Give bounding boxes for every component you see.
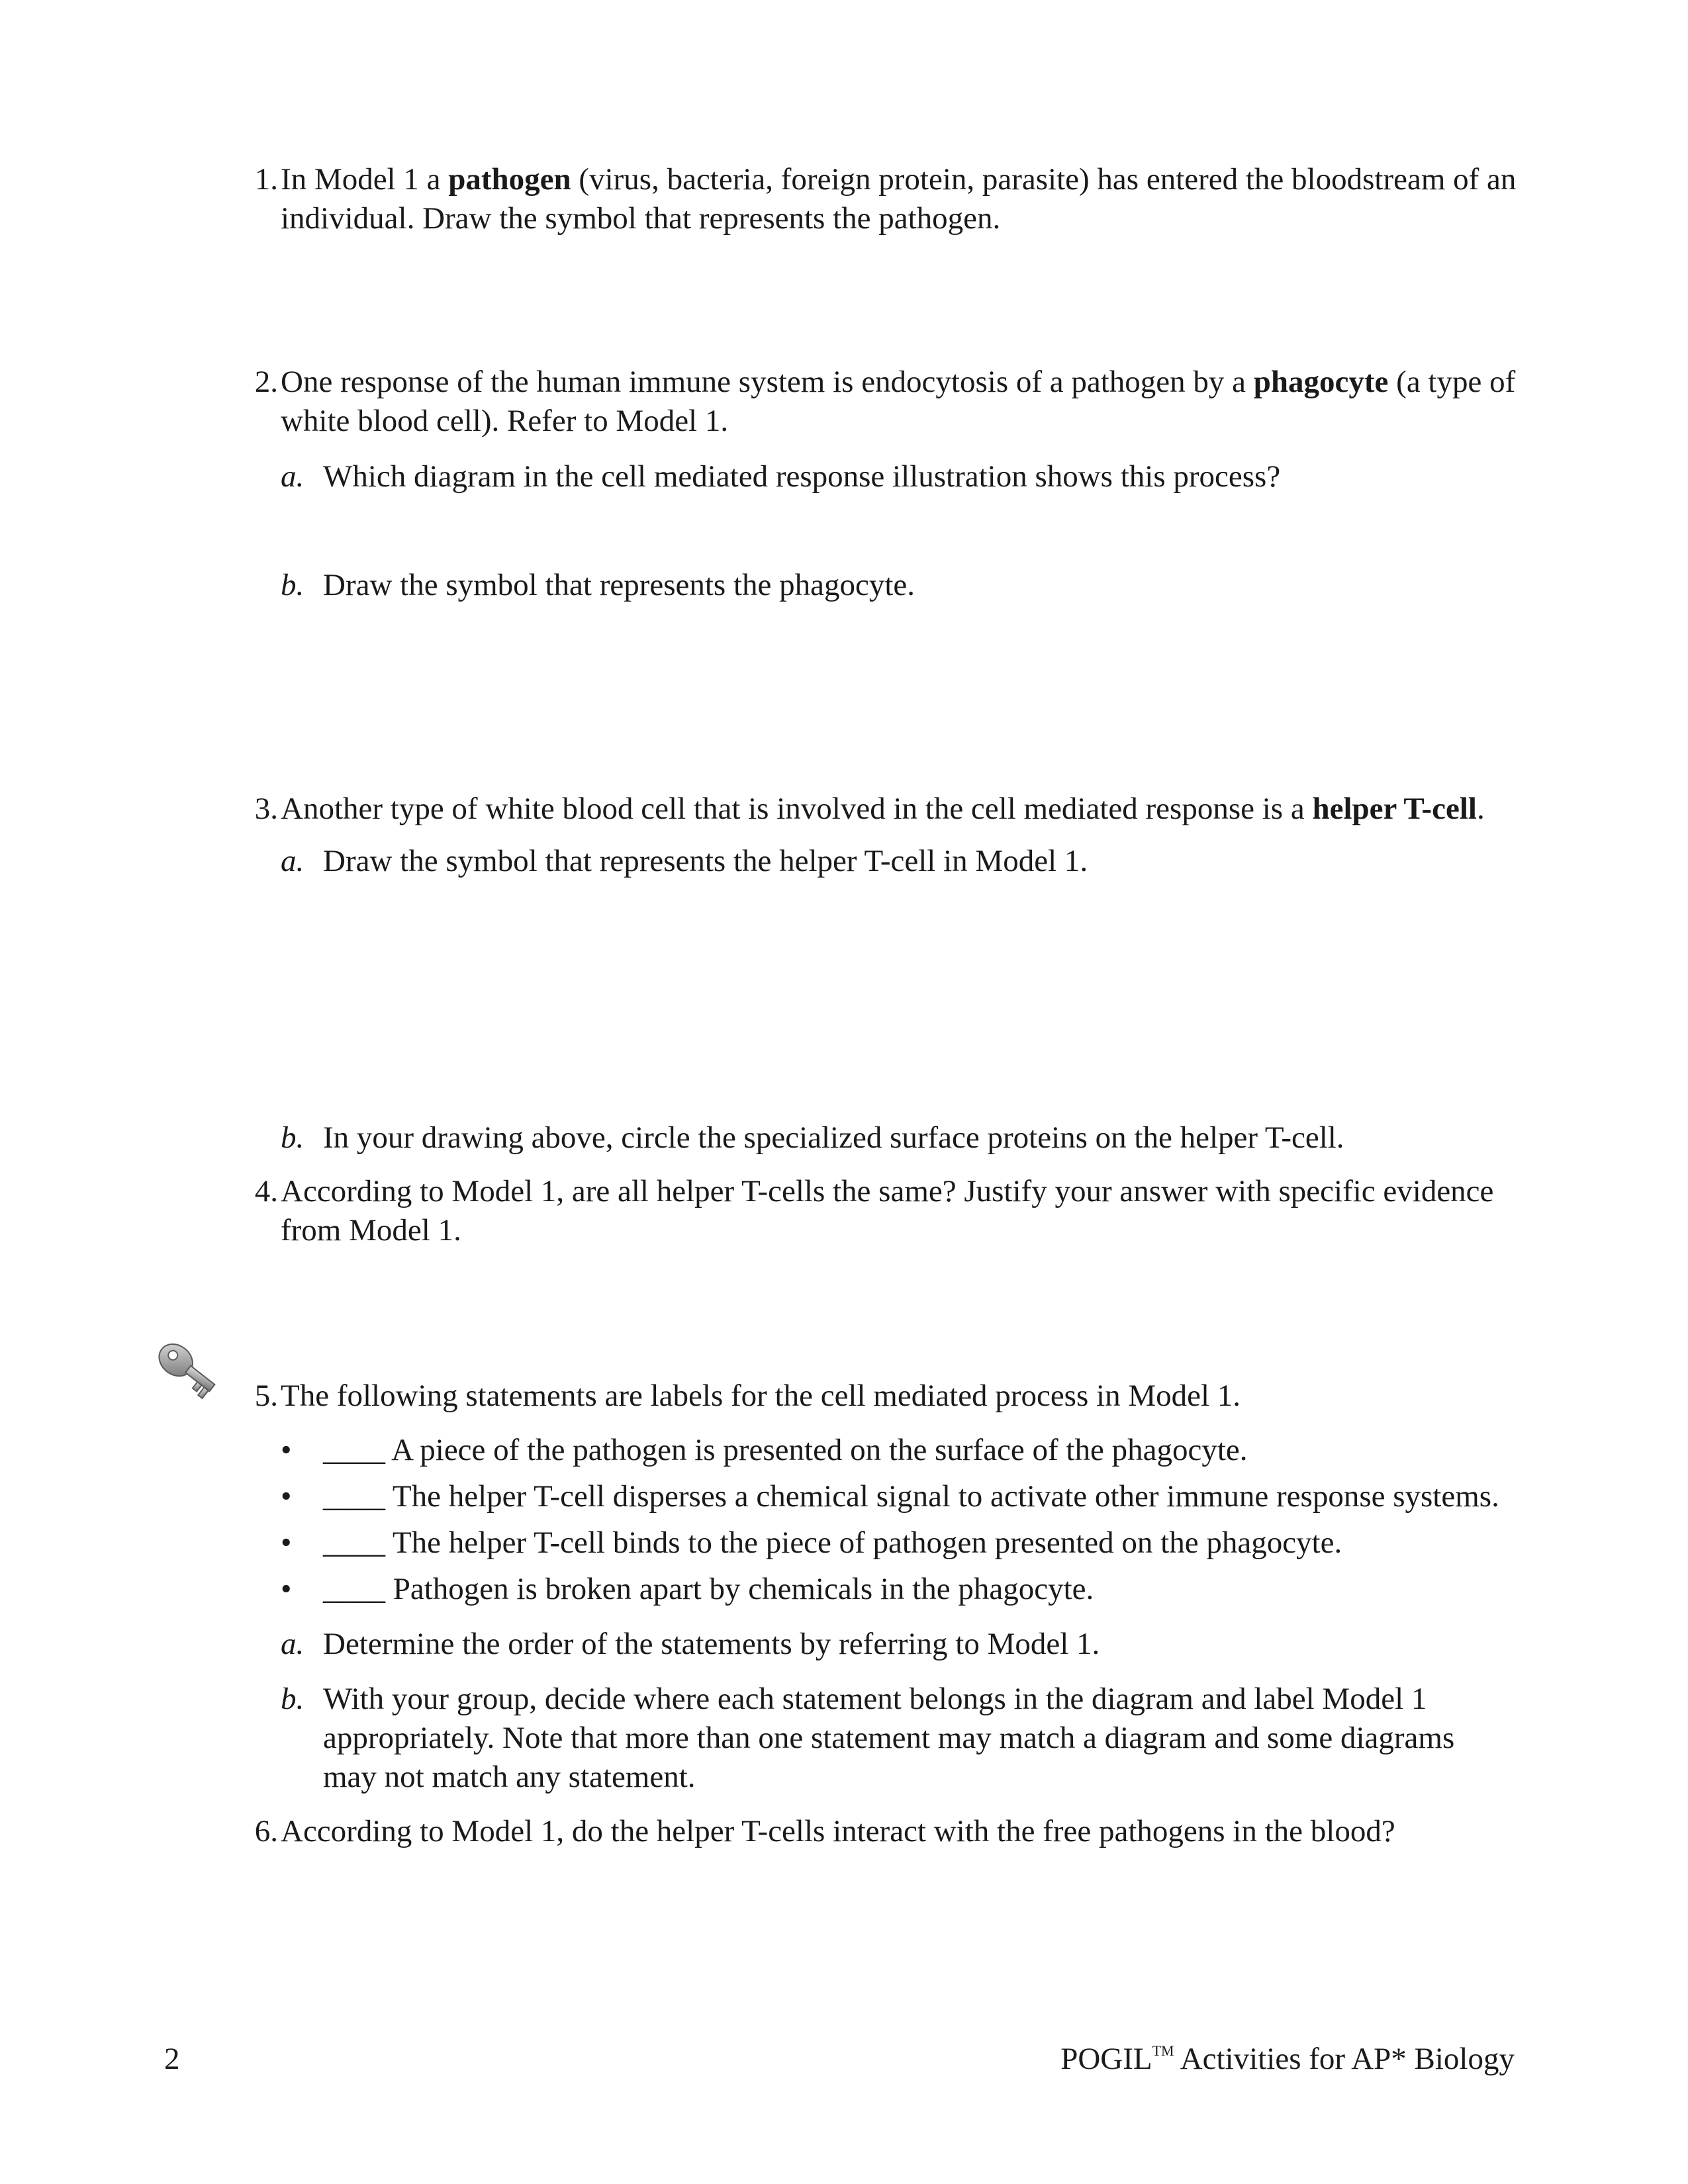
question-number: 3. xyxy=(254,792,278,826)
question-text: Another type of white blood cell that is involved in the cell mediated response is a helper T-cell. xyxy=(281,792,1485,826)
key-icon xyxy=(154,1340,226,1406)
term-phagocyte: phagocyte xyxy=(1253,365,1389,399)
bullet-icon: • xyxy=(281,1525,292,1560)
statement-text: ____ The helper T-cell disperses a chemical signal to activate other immune response systems. xyxy=(323,1479,1499,1514)
term-helper-t-cell: helper T-cell xyxy=(1312,792,1477,826)
sub-text: In your drawing above, circle the specialized surface proteins on the helper T-cell. xyxy=(323,1120,1344,1155)
question-number: 1. xyxy=(254,162,278,197)
bullet-icon: • xyxy=(281,1433,292,1467)
question-number: 6. xyxy=(254,1814,278,1848)
page-number: 2 xyxy=(164,2042,180,2076)
question-number: 4. xyxy=(254,1174,278,1208)
question-number: 5. xyxy=(254,1379,278,1413)
sub-letter: b. xyxy=(281,568,305,602)
sub-letter: a. xyxy=(281,844,305,878)
bullet-icon: • xyxy=(281,1572,292,1606)
sub-text: With your group, decide where each statement belongs in the diagram and label Model 1 appropriately. Note that more than one statement may match a diagram and some diagrams may not match any statement. xyxy=(323,1682,1455,1794)
statement-text: ____ Pathogen is broken apart by chemicals in the phagocyte. xyxy=(323,1572,1094,1606)
sub-letter: b. xyxy=(281,1682,305,1716)
bullet-icon: • xyxy=(281,1479,292,1514)
sub-text: Draw the symbol that represents the phagocyte. xyxy=(323,568,915,602)
footer-title: POGIL™ Activities for AP* Biology xyxy=(1060,2042,1515,2076)
sub-letter: b. xyxy=(281,1120,305,1155)
term-pathogen: pathogen xyxy=(448,162,571,197)
question-text: The following statements are labels for the cell mediated process in Model 1. xyxy=(281,1379,1241,1413)
sub-text: Which diagram in the cell mediated response illustration shows this process? xyxy=(323,459,1281,494)
sub-text: Draw the symbol that represents the helper T-cell in Model 1. xyxy=(323,844,1088,878)
sub-text: Determine the order of the statements by referring to Model 1. xyxy=(323,1627,1100,1661)
sub-letter: a. xyxy=(281,1627,305,1661)
statement-text: ____ The helper T-cell binds to the piece of pathogen presented on the phagocyte. xyxy=(323,1525,1342,1560)
question-number: 2. xyxy=(254,365,278,399)
question-text: In Model 1 a pathogen (virus, bacteria, foreign protein, parasite) has entered the bloodstream of an individual. Draw the symbol that represents the pathogen. xyxy=(281,162,1517,236)
sub-letter: a. xyxy=(281,459,305,494)
question-text: According to Model 1, do the helper T-cells interact with the free pathogens in the blood? xyxy=(281,1814,1395,1848)
trademark-symbol: TM xyxy=(1152,2042,1174,2059)
question-text: One response of the human immune system is endocytosis of a pathogen by a phagocyte (a type of white blood cell). Refer to Model 1. xyxy=(281,365,1516,438)
question-text: According to Model 1, are all helper T-cells the same? Justify your answer with specific evidence from Model 1. xyxy=(281,1174,1494,1248)
statement-text: ____ A piece of the pathogen is presented on the surface of the phagocyte. xyxy=(323,1433,1248,1467)
